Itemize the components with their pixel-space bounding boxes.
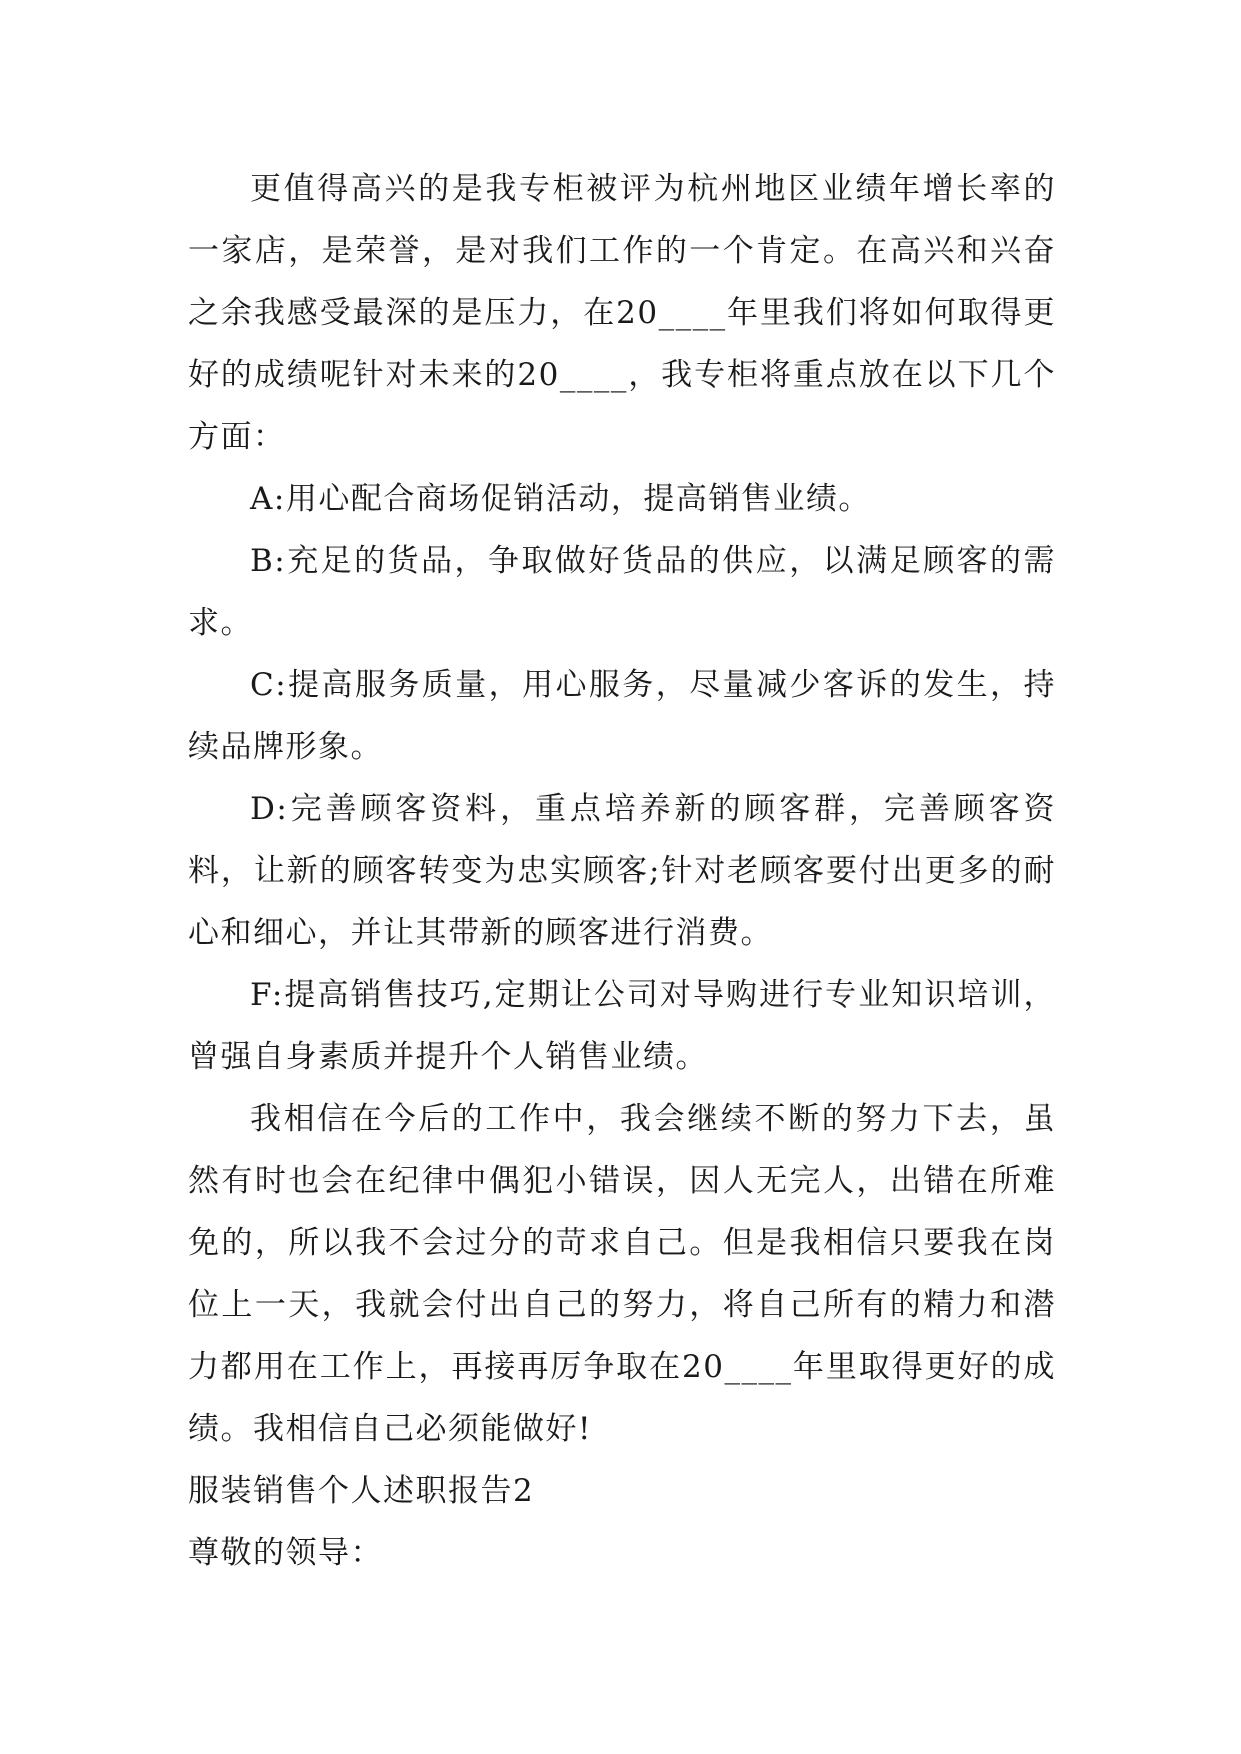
section-title: 服装销售个人述职报告2 [188, 1473, 535, 1509]
paragraph-item-c: C:提高服务质量，用心服务，尽量减少客诉的发生，持续品牌形象。 [188, 667, 1056, 765]
document-body [188, 158, 1056, 1584]
salutation: 尊敬的领导： [188, 1535, 383, 1571]
paragraph-item-b: B:充足的货品，争取做好货品的供应，以满足顾客的需求。 [188, 543, 1056, 641]
paragraph-item-f: F:提高销售技巧,定期让公司对导购进行专业知识培训，曾强自身素质并提升个人销售业绩。 [188, 977, 1056, 1075]
paragraph-conclusion: 我相信在今后的工作中，我会继续不断的努力下去，虽然有时也会在纪律中偶犯小错误，因人无完人，出错在所难免的，所以我不会过分的苛求自己。但是我相信只要我在岗位上一天，我就会付出自己的努力，将自己所有的精力和潜力都用在工作上，再接再厉争取在20____年里取得更好的成绩。我相信自己必须能做好! [188, 1101, 1056, 1447]
paragraph-intro: 更值得高兴的是我专柜被评为杭州地区业绩年增长率的一家店，是荣誉，是对我们工作的一个肯定。在高兴和兴奋之余我感受最深的是压力，在20____年里我们将如何取得更好的成绩呢针对未来的20____，我专柜将重点放在以下几个方面： [188, 171, 1056, 455]
paragraph-item-a: A:用心配合商场促销活动，提高销售业绩。 [250, 481, 871, 517]
paragraph-item-d: D:完善顾客资料，重点培养新的顾客群，完善顾客资料，让新的顾客转变为忠实顾客;针对老顾客要付出更多的耐心和细心，并让其带新的顾客进行消费。 [188, 791, 1056, 951]
